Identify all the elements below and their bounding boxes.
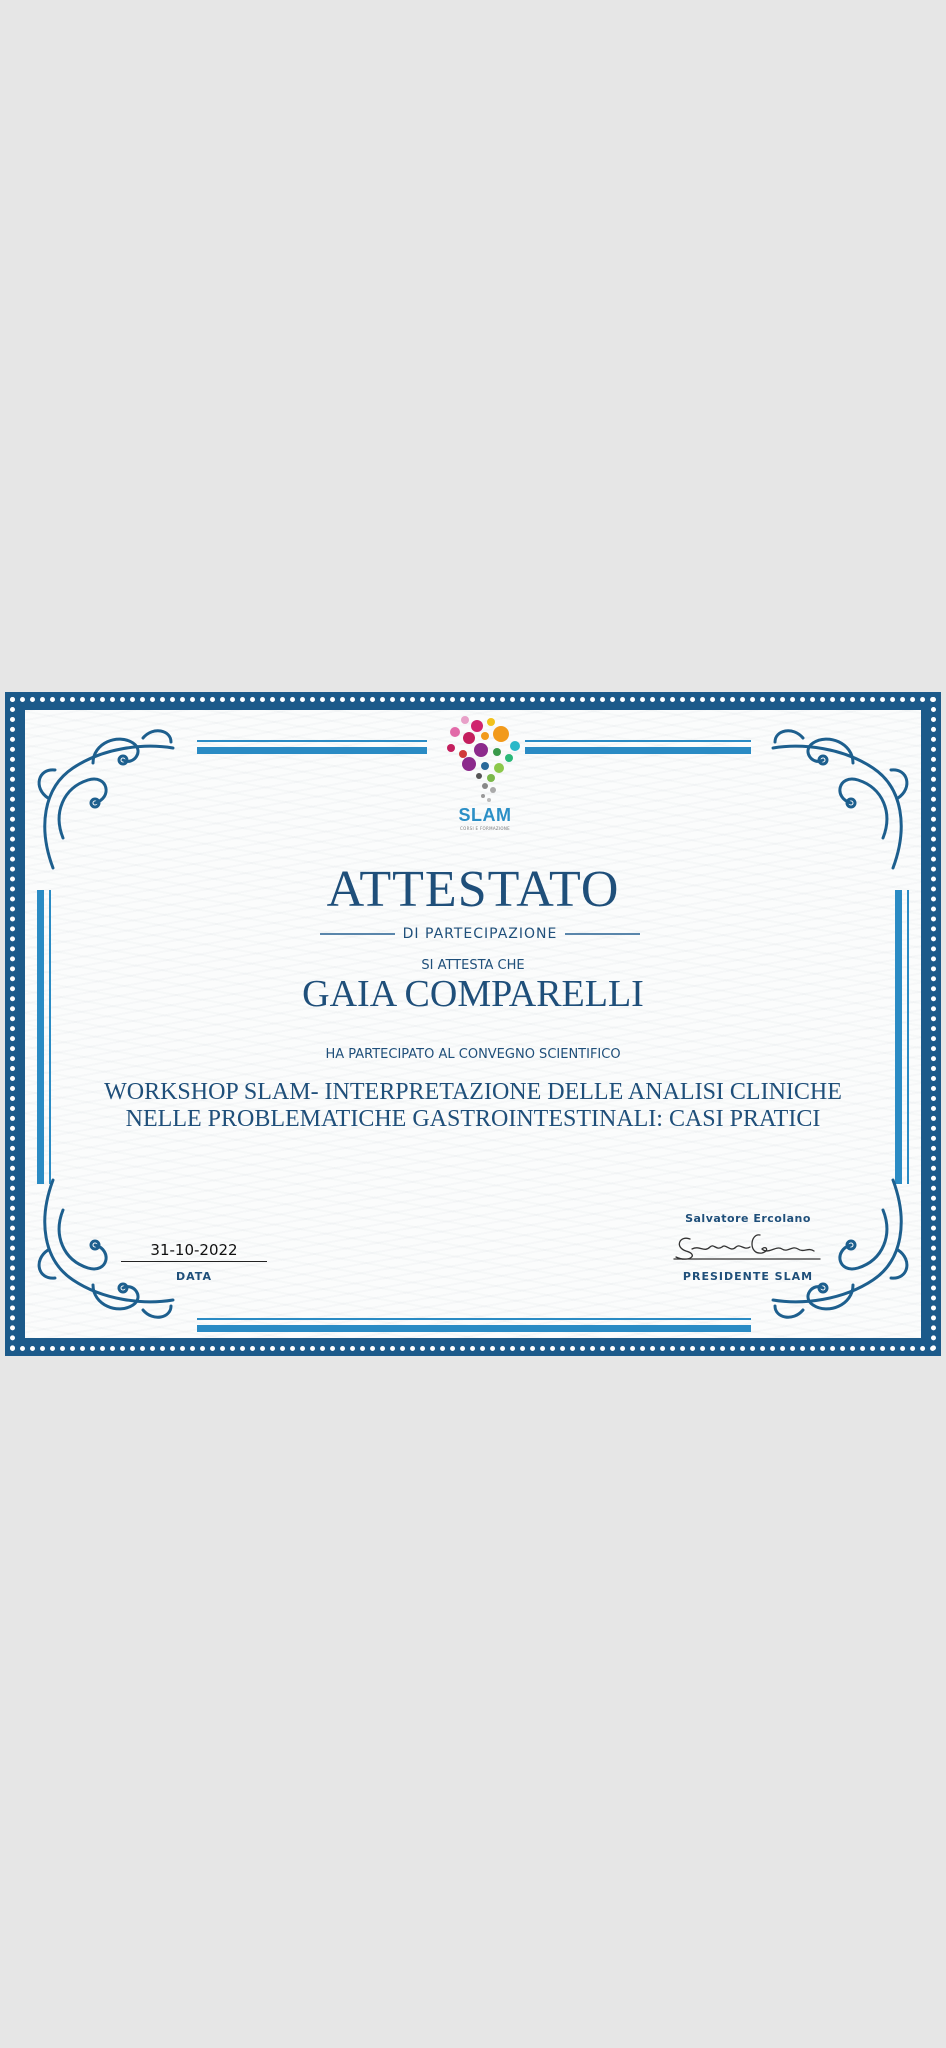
- logo-tagline: CORSI E FORMAZIONE: [460, 826, 510, 831]
- event-title: WORKSHOP SLAM- INTERPRETAZIONE DELLE ANALISI CLINICHE NELLE PROBLEMATICHE GASTROINTESTINALI: CASI PRATICI: [104, 1079, 842, 1132]
- date-label: DATA: [176, 1270, 212, 1283]
- certificate-subtitle-row: [320, 924, 640, 944]
- logo-name: SLAM: [458, 805, 512, 825]
- right-bar: [895, 890, 909, 1184]
- date-value: 31-10-2022: [150, 1241, 238, 1259]
- date-underline: [121, 1261, 267, 1262]
- participation-text: HA PARTECIPATO AL CONVEGNO SCIENTIFICO: [325, 1047, 621, 1062]
- bottom-bar: [197, 1318, 751, 1332]
- top-bar-left: [197, 740, 427, 754]
- certificate-image: [5, 692, 941, 1356]
- certificate-subtitle: DI PARTECIPAZIONE: [402, 926, 558, 942]
- recipient-name: GAIA COMPARELLI: [302, 973, 644, 1015]
- subtitle-divider-left: [320, 933, 395, 935]
- left-bar: [37, 890, 51, 1184]
- slam-logo: [425, 710, 545, 840]
- logo-bubbles-icon: [425, 710, 545, 805]
- intro-text: SI ATTESTA CHE: [421, 958, 525, 973]
- ornament-corner-icon: [763, 718, 913, 878]
- ornament-corner-icon: [33, 718, 183, 878]
- signature-scribble-icon: [670, 1225, 826, 1265]
- certificate-panel: [25, 710, 921, 1338]
- signer-name: Salvatore Ercolano: [685, 1212, 811, 1225]
- signer-role: PRESIDENTE SLAM: [682, 1270, 814, 1283]
- certificate-title: ATTESTATO: [326, 861, 620, 918]
- subtitle-divider-right: [565, 933, 640, 935]
- top-bar-right: [525, 740, 751, 754]
